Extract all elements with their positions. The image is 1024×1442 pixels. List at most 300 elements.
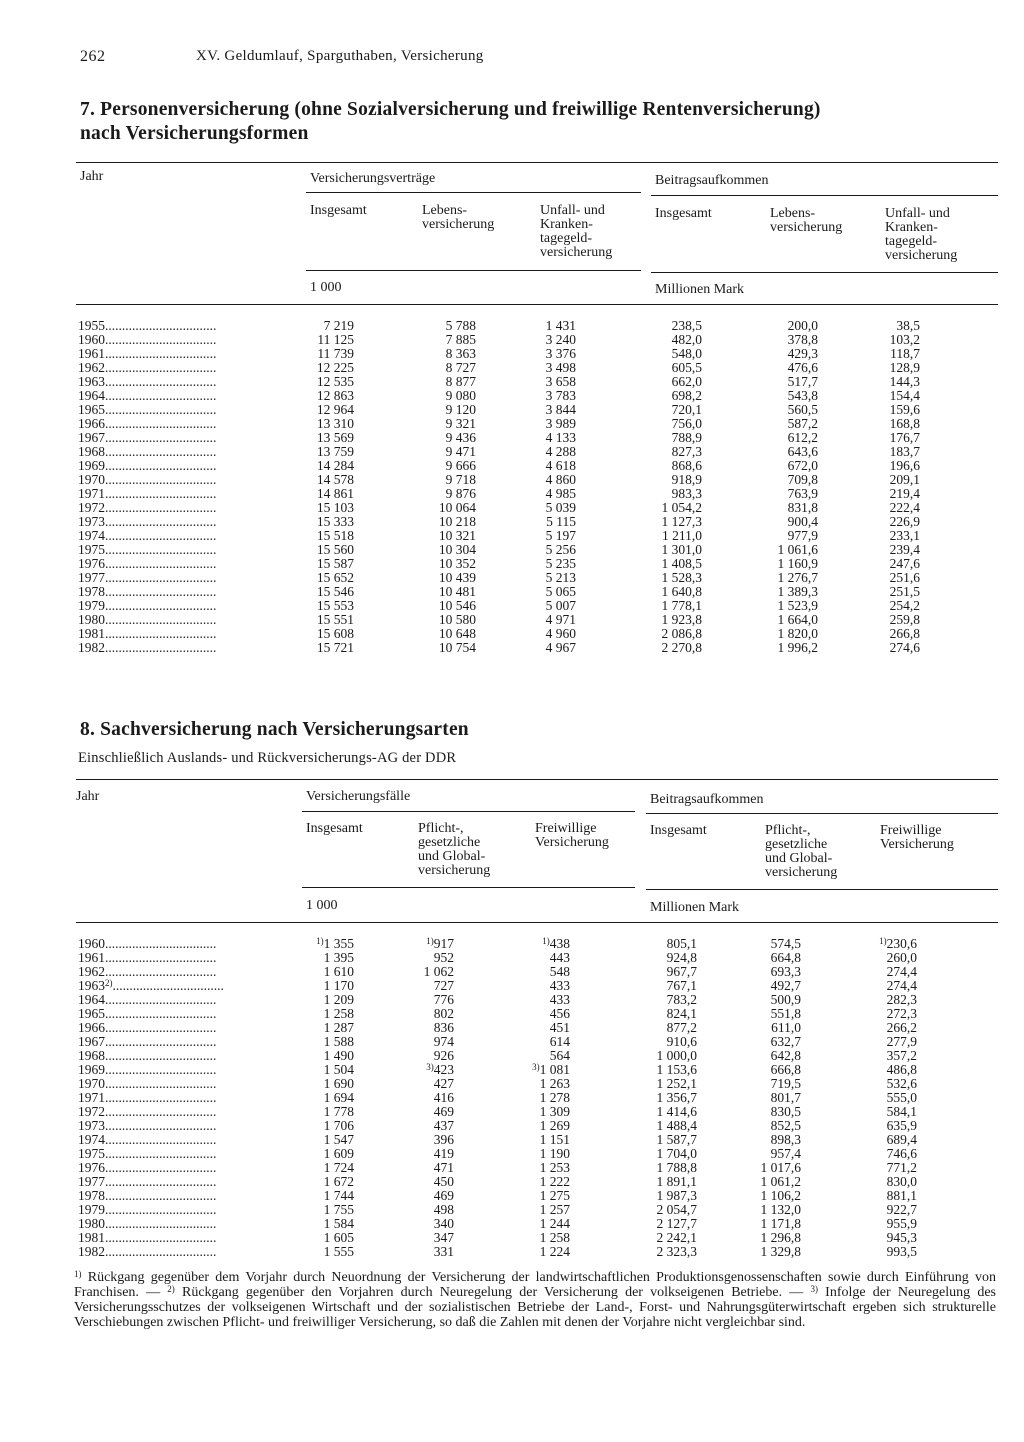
footnote-text: Infolge der Neuregelung des Versicherungsschutzes der volkseigenen Wirtschaft und der sozialistischen Betriebe der Land-, Forst- und Nahrungsgüterwirtschaft ergeben sich strukturelle Verschiebungen zwischen Pflicht- und freiwilliger Versicherung, so daß die Zahlen mit denen der Vorjahre nicht vergleichbar sind. [74, 1285, 996, 1330]
section7-col-premiums-total: Insgesamt [655, 206, 712, 221]
claims-total-cell: 1 672 [323, 1174, 354, 1189]
contracts-life-cell: 10 481 [438, 584, 476, 599]
premiums-total-cell: 767,1 [666, 978, 697, 993]
year-cell: 1961................................. [78, 951, 217, 965]
premiums-voluntary-cell: 746,6 [886, 1146, 917, 1161]
premiums-total-cell: 1 153,6 [656, 1062, 697, 1077]
contracts-life-cell: 8 363 [445, 346, 476, 361]
premiums-total-cell: 783,2 [666, 992, 697, 1007]
contracts-accident-cell: 4 133 [545, 430, 576, 445]
premiums-total-cell: 918,9 [671, 472, 702, 487]
footnotes [74, 1270, 996, 1330]
section8-col-premiums-total: Insgesamt [650, 823, 707, 838]
claims-mandatory-cell: 331 [433, 1244, 454, 1259]
premiums-total-cell: 824,1 [666, 1006, 697, 1021]
contracts-accident-cell: 4 971 [545, 612, 576, 627]
claims-mandatory-cell: $^{3)}$423 [426, 1062, 454, 1077]
year-cell: 1975................................. [78, 1147, 217, 1161]
claims-mandatory-cell: 450 [433, 1174, 454, 1189]
premiums-life-cell: 1 820,0 [777, 626, 818, 641]
premiums-life-cell: 1 276,7 [777, 570, 818, 585]
year-cell: 1978................................. [78, 585, 217, 599]
contracts-life-cell: 9 718 [445, 472, 476, 487]
premiums-total-cell: 924,8 [666, 950, 697, 965]
claims-mandatory-cell: 952 [433, 950, 454, 965]
premiums-mandatory-cell: 830,5 [770, 1104, 801, 1119]
page-number: 262 [80, 48, 106, 65]
premiums-mandatory-cell: 664,8 [770, 950, 801, 965]
section8-unit-thousand: 1 000 [306, 898, 338, 913]
premiums-total-cell: 1 488,4 [656, 1118, 697, 1133]
year-cell: 1962................................. [78, 361, 217, 375]
premiums-total-cell: 1 211,0 [662, 528, 702, 543]
claims-voluntary-cell: 1 224 [539, 1244, 570, 1259]
contracts-total-cell: 14 284 [316, 458, 354, 473]
claims-total-cell: 1 504 [323, 1062, 354, 1077]
section8-col-year: Jahr [76, 789, 100, 804]
premiums-total-cell: 1 891,1 [656, 1174, 697, 1189]
claims-total-cell: 1 209 [323, 992, 354, 1007]
contracts-accident-cell: 5 213 [545, 570, 576, 585]
premiums-mandatory-cell: 551,8 [770, 1006, 801, 1021]
section8-group-rule-right [646, 813, 998, 814]
year-cell: 1961................................. [78, 347, 217, 361]
premiums-voluntary-cell: 945,3 [886, 1230, 917, 1245]
contracts-total-cell: 14 861 [316, 486, 354, 501]
claims-total-cell: 1 588 [323, 1034, 354, 1049]
premiums-voluntary-cell: 266,2 [886, 1020, 917, 1035]
premiums-voluntary-cell: 555,0 [886, 1090, 917, 1105]
claims-mandatory-cell: 419 [433, 1146, 454, 1161]
premiums-accident-cell: 222,4 [889, 500, 920, 515]
year-cell: 1982................................. [78, 641, 217, 655]
contracts-accident-cell: 3 783 [545, 388, 576, 403]
section7-group-rule-left [306, 192, 641, 193]
premiums-voluntary-cell: 274,4 [886, 964, 917, 979]
section7-col-premiums-accident: Unfall- und Kranken- tagegeld- versicherung [885, 206, 958, 263]
premiums-voluntary-cell: 532,6 [886, 1076, 917, 1091]
premiums-total-cell: 967,7 [666, 964, 697, 979]
claims-total-cell: 1 706 [323, 1118, 354, 1133]
premiums-total-cell: 805,1 [666, 936, 697, 951]
contracts-life-cell: 10 218 [438, 514, 476, 529]
claims-voluntary-cell: $^{3)}$1 081 [532, 1062, 570, 1077]
premiums-total-cell: 1 356,7 [656, 1090, 697, 1105]
claims-mandatory-cell: $^{1)}$917 [426, 936, 454, 951]
premiums-total-cell: 1 788,8 [656, 1160, 697, 1175]
premiums-accident-cell: 183,7 [889, 444, 920, 459]
premiums-total-cell: 877,2 [666, 1020, 697, 1035]
claims-voluntary-cell: 564 [549, 1048, 570, 1063]
claims-total-cell: 1 287 [323, 1020, 354, 1035]
claims-total-cell: 1 744 [323, 1188, 354, 1203]
year-cell: 1966................................. [78, 417, 217, 431]
footnote-marker: 3) [810, 1284, 818, 1294]
contracts-life-cell: 9 321 [445, 416, 476, 431]
premiums-life-cell: 1 996,2 [777, 640, 818, 655]
year-cell: 1972................................. [78, 1105, 217, 1119]
premiums-life-cell: 900,4 [787, 514, 818, 529]
premiums-mandatory-cell: 1 017,6 [760, 1160, 801, 1175]
year-cell: 1963$^{2)}$................................. [78, 979, 224, 993]
section8-title: 8. Sachversicherung nach Versicherungsarten [80, 719, 469, 740]
contracts-life-cell: 9 876 [445, 486, 476, 501]
premiums-voluntary-cell: 486,8 [886, 1062, 917, 1077]
premiums-accident-cell: 247,6 [889, 556, 920, 571]
contracts-accident-cell: 5 235 [545, 556, 576, 571]
year-cell: 1974................................. [78, 529, 217, 543]
contracts-accident-cell: 5 039 [545, 500, 576, 515]
premiums-total-cell: 1 408,5 [661, 556, 702, 571]
premiums-mandatory-cell: 1 132,0 [760, 1202, 801, 1217]
year-cell: 1966................................. [78, 1021, 217, 1035]
premiums-accident-cell: 254,2 [889, 598, 920, 613]
year-cell: 1955................................. [78, 319, 217, 333]
premiums-total-cell: 238,5 [671, 318, 702, 333]
claims-voluntary-cell: 451 [549, 1020, 570, 1035]
contracts-life-cell: 10 321 [438, 528, 476, 543]
section8-group-premiums: Beitragsaufkommen [650, 792, 764, 807]
year-cell: 1962................................. [78, 965, 217, 979]
section7-unit-rule-right [651, 272, 998, 273]
premiums-voluntary-cell: 993,5 [886, 1244, 917, 1259]
contracts-total-cell: 15 553 [316, 598, 354, 613]
claims-mandatory-cell: 416 [433, 1090, 454, 1105]
claims-total-cell: $^{1)}$1 355 [316, 936, 354, 951]
premiums-voluntary-cell: 955,9 [886, 1216, 917, 1231]
premiums-total-cell: 756,0 [671, 416, 702, 431]
premiums-total-cell: 2 323,3 [656, 1244, 697, 1259]
premiums-accident-cell: 168,8 [889, 416, 920, 431]
premiums-total-cell: 2 054,7 [656, 1202, 697, 1217]
section7-unit-rule-left [306, 270, 641, 271]
premiums-total-cell: 1 414,6 [656, 1104, 697, 1119]
section7-unit-thousand: 1 000 [310, 280, 342, 295]
premiums-total-cell: 910,6 [666, 1034, 697, 1049]
premiums-total-cell: 2 127,7 [656, 1216, 697, 1231]
contracts-life-cell: 9 471 [445, 444, 476, 459]
contracts-life-cell: 10 439 [438, 570, 476, 585]
contracts-life-cell: 10 064 [438, 500, 476, 515]
contracts-accident-cell: 4 288 [545, 444, 576, 459]
contracts-accident-cell: 5 007 [545, 598, 576, 613]
contracts-life-cell: 10 546 [438, 598, 476, 613]
claims-voluntary-cell: 614 [549, 1034, 570, 1049]
section7-group-contracts: Versicherungsverträge [310, 171, 436, 186]
year-cell: 1969................................. [78, 459, 217, 473]
year-cell: 1977................................. [78, 571, 217, 585]
claims-total-cell: 1 170 [323, 978, 354, 993]
running-head: XV. Geldumlauf, Sparguthaben, Versicherung [196, 48, 484, 64]
contracts-total-cell: 13 759 [316, 444, 354, 459]
premiums-voluntary-cell: 282,3 [886, 992, 917, 1007]
premiums-voluntary-cell: 689,4 [886, 1132, 917, 1147]
premiums-total-cell: 1 987,3 [656, 1188, 697, 1203]
premiums-life-cell: 709,8 [787, 472, 818, 487]
year-cell: 1976................................. [78, 557, 217, 571]
premiums-mandatory-cell: 852,5 [770, 1118, 801, 1133]
premiums-life-cell: 560,5 [787, 402, 818, 417]
premiums-total-cell: 1 640,8 [661, 584, 702, 599]
premiums-life-cell: 1 664,0 [777, 612, 818, 627]
year-cell: 1976................................. [78, 1161, 217, 1175]
section7-unit-million-mark: Millionen Mark [655, 282, 745, 297]
contracts-total-cell: 12 225 [316, 360, 354, 375]
section7-col-contracts-life: Lebens- versicherung [422, 203, 495, 232]
premiums-total-cell: 548,0 [671, 346, 702, 361]
premiums-total-cell: 1 127,3 [661, 514, 702, 529]
premiums-total-cell: 1 252,1 [656, 1076, 697, 1091]
premiums-accident-cell: 219,4 [889, 486, 920, 501]
premiums-life-cell: 1 160,9 [777, 556, 818, 571]
contracts-life-cell: 5 788 [445, 318, 476, 333]
claims-mandatory-cell: 427 [433, 1076, 454, 1091]
claims-mandatory-cell: 437 [433, 1118, 454, 1133]
footnote-text: Rückgang gegenüber dem Vorjahr durch Neuordnung der Versicherung der landwirtschaftlichen Produktionsgenossenschaften sowie durch Einführung von Franchisen. — [74, 1270, 996, 1300]
year-cell: 1974................................. [78, 1133, 217, 1147]
contracts-total-cell: 15 608 [316, 626, 354, 641]
contracts-total-cell: 15 587 [316, 556, 354, 571]
contracts-total-cell: 15 560 [316, 542, 354, 557]
claims-voluntary-cell: 1 244 [539, 1216, 570, 1231]
year-cell: 1971................................. [78, 487, 217, 501]
premiums-life-cell: 1 061,6 [777, 542, 818, 557]
premiums-mandatory-cell: 801,7 [770, 1090, 801, 1105]
section8-group-rule-left [302, 811, 635, 812]
year-cell: 1979................................. [78, 599, 217, 613]
premiums-total-cell: 983,3 [671, 486, 702, 501]
year-cell: 1968................................. [78, 445, 217, 459]
premiums-total-cell: 2 086,8 [661, 626, 702, 641]
claims-voluntary-cell: 1 309 [539, 1104, 570, 1119]
premiums-accident-cell: 128,9 [889, 360, 920, 375]
section8-col-claims-mandatory: Pflicht-, gesetzliche und Global- versicherung [418, 821, 491, 878]
premiums-total-cell: 1 587,7 [656, 1132, 697, 1147]
premiums-life-cell: 378,8 [787, 332, 818, 347]
section7-top-rule [76, 162, 998, 163]
contracts-accident-cell: 3 844 [545, 402, 576, 417]
premiums-mandatory-cell: 693,3 [770, 964, 801, 979]
contracts-accident-cell: 4 860 [545, 472, 576, 487]
contracts-life-cell: 10 304 [438, 542, 476, 557]
premiums-accident-cell: 154,4 [889, 388, 920, 403]
premiums-accident-cell: 209,1 [889, 472, 920, 487]
contracts-total-cell: 15 721 [316, 640, 354, 655]
premiums-voluntary-cell: 260,0 [886, 950, 917, 965]
contracts-life-cell: 9 666 [445, 458, 476, 473]
section8-top-rule [76, 779, 998, 780]
footnote-text: Rückgang gegenüber den Vorjahren durch Neuregelung der Versicherung der volkseigenen Betriebe. — [174, 1285, 811, 1300]
section8-col-claims-total: Insgesamt [306, 821, 363, 836]
contracts-total-cell: 13 569 [316, 430, 354, 445]
premiums-accident-cell: 176,7 [889, 430, 920, 445]
contracts-accident-cell: 3 658 [545, 374, 576, 389]
year-cell: 1964................................. [78, 993, 217, 1007]
premiums-voluntary-cell: 635,9 [886, 1118, 917, 1133]
contracts-total-cell: 12 863 [316, 388, 354, 403]
contracts-accident-cell: 5 065 [545, 584, 576, 599]
claims-mandatory-cell: 469 [433, 1188, 454, 1203]
premiums-mandatory-cell: 666,8 [770, 1062, 801, 1077]
claims-total-cell: 1 395 [323, 950, 354, 965]
contracts-accident-cell: 4 967 [545, 640, 576, 655]
year-cell: 1965................................. [78, 1007, 217, 1021]
premiums-total-cell: 698,2 [671, 388, 702, 403]
claims-mandatory-cell: 926 [433, 1048, 454, 1063]
premiums-mandatory-cell: 1 296,8 [760, 1230, 801, 1245]
premiums-voluntary-cell: 272,3 [886, 1006, 917, 1021]
premiums-voluntary-cell: 830,0 [886, 1174, 917, 1189]
contracts-total-cell: 14 578 [316, 472, 354, 487]
claims-mandatory-cell: 340 [433, 1216, 454, 1231]
premiums-life-cell: 672,0 [787, 458, 818, 473]
contracts-life-cell: 9 120 [445, 402, 476, 417]
claims-voluntary-cell: 1 257 [539, 1202, 570, 1217]
contracts-accident-cell: 3 376 [545, 346, 576, 361]
contracts-total-cell: 11 125 [317, 332, 354, 347]
premiums-mandatory-cell: 500,9 [770, 992, 801, 1007]
premiums-mandatory-cell: 1 171,8 [760, 1216, 801, 1231]
premiums-accident-cell: 251,6 [889, 570, 920, 585]
claims-total-cell: 1 610 [323, 964, 354, 979]
claims-total-cell: 1 690 [323, 1076, 354, 1091]
premiums-total-cell: 1 923,8 [661, 612, 702, 627]
year-cell: 1960................................. [78, 937, 217, 951]
premiums-total-cell: 827,3 [671, 444, 702, 459]
premiums-voluntary-cell: 881,1 [886, 1188, 917, 1203]
section7-header-bottom-rule [76, 304, 998, 305]
contracts-total-cell: 11 739 [317, 346, 354, 361]
section8-col-premiums-mandatory: Pflicht-, gesetzliche und Global- versicherung [765, 823, 838, 880]
premiums-voluntary-cell: 357,2 [886, 1048, 917, 1063]
claims-mandatory-cell: 727 [433, 978, 454, 993]
contracts-total-cell: 15 333 [316, 514, 354, 529]
claims-total-cell: 1 778 [323, 1104, 354, 1119]
premiums-mandatory-cell: 1 061,2 [760, 1174, 801, 1189]
premiums-life-cell: 612,2 [787, 430, 818, 445]
section8-header-bottom-rule [76, 922, 998, 923]
premiums-mandatory-cell: 611,0 [771, 1020, 801, 1035]
contracts-accident-cell: 4 985 [545, 486, 576, 501]
premiums-total-cell: 788,9 [671, 430, 702, 445]
claims-voluntary-cell: 1 258 [539, 1230, 570, 1245]
premiums-life-cell: 200,0 [787, 318, 818, 333]
contracts-accident-cell: 5 256 [545, 542, 576, 557]
section7-col-year: Jahr [80, 169, 104, 184]
claims-total-cell: 1 609 [323, 1146, 354, 1161]
claims-voluntary-cell: 1 263 [539, 1076, 570, 1091]
premiums-voluntary-cell: 771,2 [886, 1160, 917, 1175]
claims-voluntary-cell: 1 278 [539, 1090, 570, 1105]
premiums-mandatory-cell: 574,5 [770, 936, 801, 951]
claims-total-cell: 1 755 [323, 1202, 354, 1217]
premiums-total-cell: 1 000,0 [656, 1048, 697, 1063]
section8-col-claims-voluntary: Freiwillige Versicherung [535, 821, 609, 850]
premiums-total-cell: 868,6 [671, 458, 702, 473]
claims-total-cell: 1 584 [323, 1216, 354, 1231]
premiums-life-cell: 476,6 [787, 360, 818, 375]
premiums-mandatory-cell: 898,3 [770, 1132, 801, 1147]
year-cell: 1980................................. [78, 613, 217, 627]
contracts-accident-cell: 5 115 [546, 514, 576, 529]
section7-title-line1: 7. Personenversicherung (ohne Sozialversicherung und freiwillige Rentenversicherung) [80, 99, 821, 120]
premiums-accident-cell: 274,6 [889, 640, 920, 655]
premiums-total-cell: 482,0 [671, 332, 702, 347]
year-cell: 1981................................. [78, 1231, 217, 1245]
year-cell: 1970................................. [78, 473, 217, 487]
premiums-mandatory-cell: 1 106,2 [760, 1188, 801, 1203]
section7-group-premiums: Beitragsaufkommen [655, 173, 769, 188]
premiums-accident-cell: 118,7 [890, 346, 920, 361]
claims-mandatory-cell: 802 [433, 1006, 454, 1021]
year-cell: 1980................................. [78, 1217, 217, 1231]
premiums-accident-cell: 233,1 [889, 528, 920, 543]
claims-voluntary-cell: 1 269 [539, 1118, 570, 1133]
claims-mandatory-cell: 347 [433, 1230, 454, 1245]
year-cell: 1975................................. [78, 543, 217, 557]
premiums-total-cell: 1 528,3 [661, 570, 702, 585]
premiums-total-cell: 1 778,1 [661, 598, 702, 613]
premiums-total-cell: 605,5 [671, 360, 702, 375]
contracts-total-cell: 15 103 [316, 500, 354, 515]
contracts-life-cell: 8 727 [445, 360, 476, 375]
premiums-life-cell: 977,9 [787, 528, 818, 543]
year-cell: 1970................................. [78, 1077, 217, 1091]
claims-mandatory-cell: 1 062 [423, 964, 454, 979]
premiums-voluntary-cell: 584,1 [886, 1104, 917, 1119]
claims-mandatory-cell: 396 [433, 1132, 454, 1147]
premiums-accident-cell: 144,3 [889, 374, 920, 389]
section7-title-line2: nach Versicherungsformen [80, 123, 309, 144]
year-cell: 1973................................. [78, 1119, 217, 1133]
claims-mandatory-cell: 776 [433, 992, 454, 1007]
premiums-accident-cell: 259,8 [889, 612, 920, 627]
year-cell: 1960................................. [78, 333, 217, 347]
contracts-life-cell: 8 877 [445, 374, 476, 389]
premiums-life-cell: 1 389,3 [777, 584, 818, 599]
contracts-total-cell: 12 964 [316, 402, 354, 417]
year-cell: 1973................................. [78, 515, 217, 529]
year-cell: 1971................................. [78, 1091, 217, 1105]
contracts-life-cell: 9 080 [445, 388, 476, 403]
claims-total-cell: 1 258 [323, 1006, 354, 1021]
claims-voluntary-cell: 433 [549, 992, 570, 1007]
claims-voluntary-cell: 1 151 [539, 1132, 570, 1147]
claims-total-cell: 1 547 [323, 1132, 354, 1147]
year-cell: 1977................................. [78, 1175, 217, 1189]
premiums-total-cell: 2 270,8 [661, 640, 702, 655]
premiums-accident-cell: 251,5 [889, 584, 920, 599]
claims-voluntary-cell: 1 275 [539, 1188, 570, 1203]
premiums-total-cell: 1 301,0 [661, 542, 702, 557]
premiums-life-cell: 643,6 [787, 444, 818, 459]
premiums-mandatory-cell: 1 329,8 [760, 1244, 801, 1259]
claims-total-cell: 1 605 [323, 1230, 354, 1245]
section8-subtitle: Einschließlich Auslands- und Rückversicherungs-AG der DDR [78, 750, 457, 766]
section8-unit-million-mark: Millionen Mark [650, 900, 740, 915]
year-cell: 1972................................. [78, 501, 217, 515]
claims-mandatory-cell: 836 [433, 1020, 454, 1035]
contracts-total-cell: 12 535 [316, 374, 354, 389]
claims-total-cell: 1 555 [323, 1244, 354, 1259]
premiums-mandatory-cell: 492,7 [770, 978, 801, 993]
premiums-accident-cell: 38,5 [896, 318, 920, 333]
contracts-total-cell: 15 518 [316, 528, 354, 543]
contracts-total-cell: 15 551 [316, 612, 354, 627]
claims-voluntary-cell: 1 253 [539, 1160, 570, 1175]
premiums-voluntary-cell: $^{1)}$230,6 [879, 936, 917, 951]
contracts-life-cell: 9 436 [445, 430, 476, 445]
